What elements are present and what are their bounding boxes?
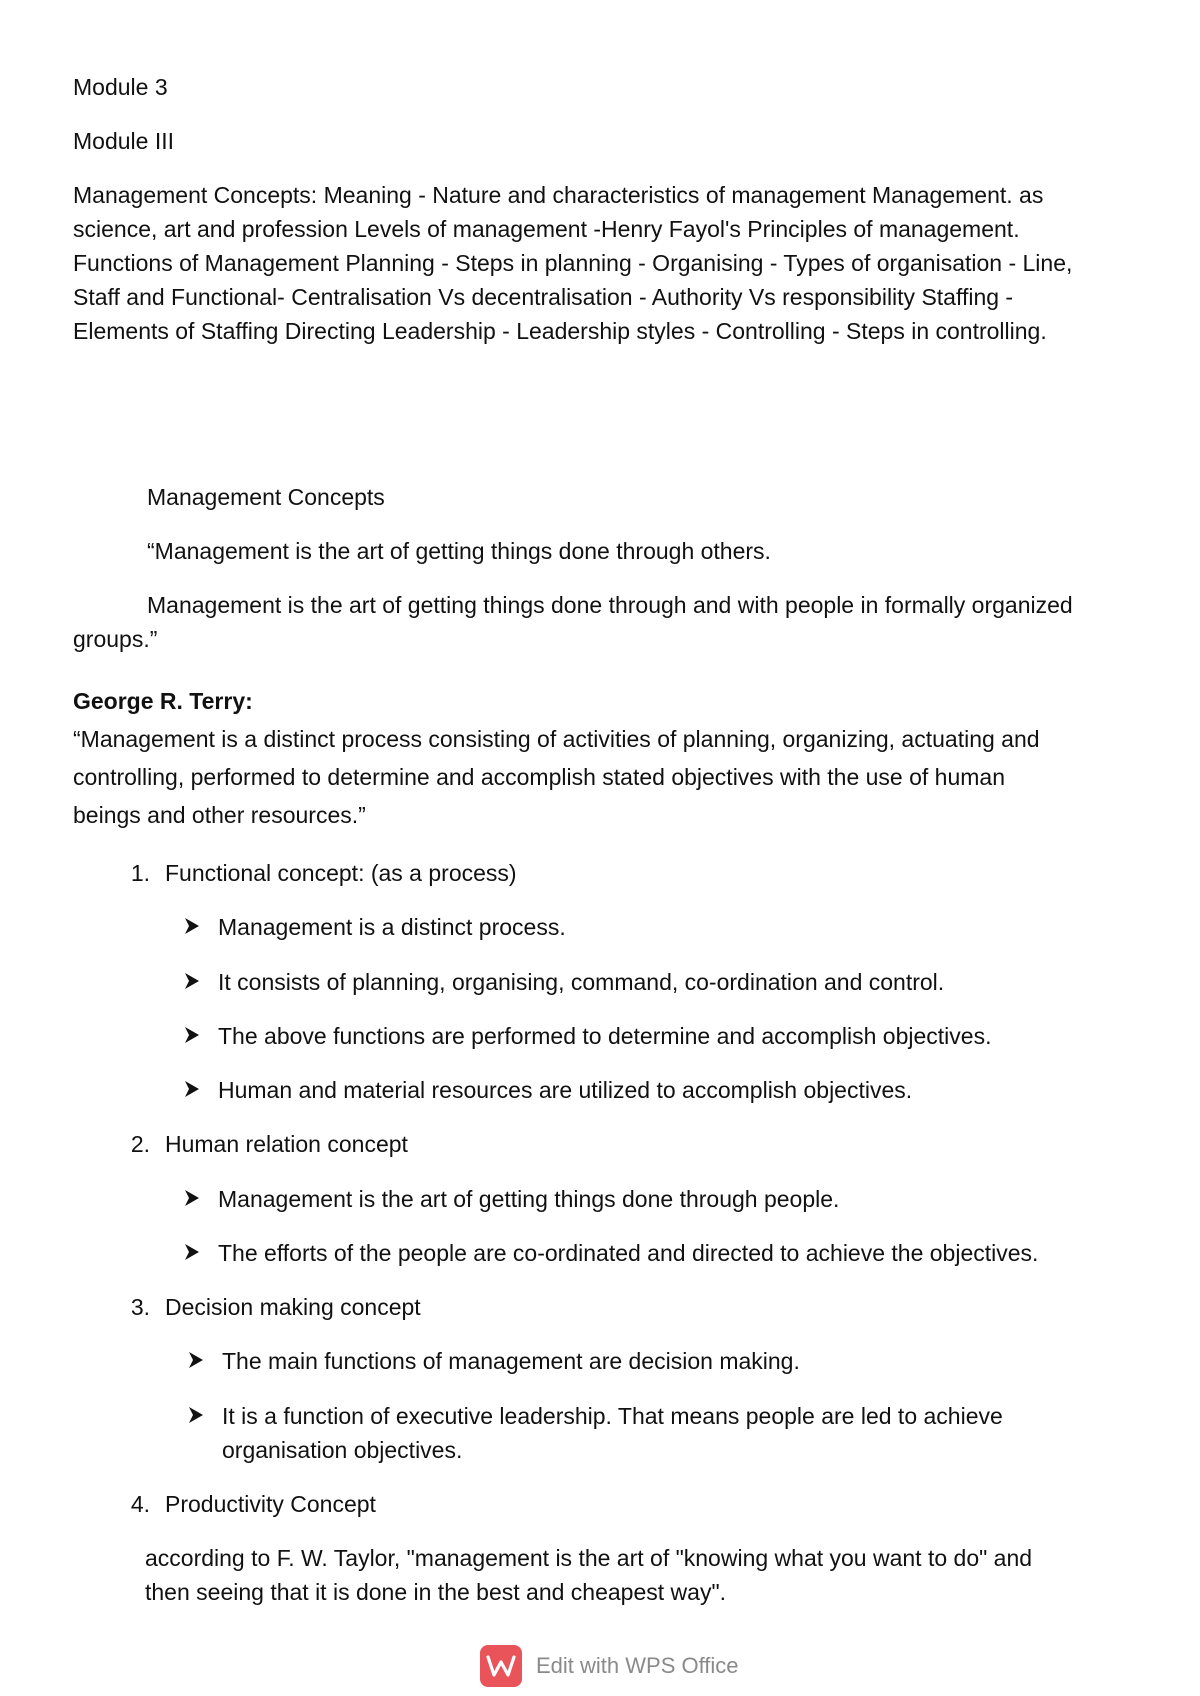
taylor-line: then seeing that it is done in the best and cheapest way". (145, 1579, 726, 1605)
bullet-item: It consists of planning, organising, command, co-ordination and control. (218, 969, 945, 995)
bullet-item: The above functions are performed to determine and accomplish objectives. (218, 1023, 992, 1049)
terry-line: controlling, performed to determine and accomplish stated objectives with the use of human (73, 764, 1006, 790)
terry-line: “Management is a distinct process consisting of activities of planning, organizing, actuating and (73, 726, 1040, 752)
section-heading: Management Concepts (147, 484, 385, 510)
concept-title: Human relation concept (165, 1131, 408, 1157)
syllabus-line: Staff and Functional- Centralisation Vs decentralisation - Authority Vs responsibility Staffing - (73, 284, 1014, 310)
list-number: 3. (130, 1294, 150, 1320)
quote-line: groups.” (73, 626, 158, 652)
terry-line: beings and other resources.” (73, 802, 366, 828)
syllabus-line: Management Concepts: Meaning - Nature and characteristics of management Management. as (73, 182, 1044, 208)
arrow-bullet-icon (182, 1188, 202, 1208)
syllabus-line: Functions of Management Planning - Steps in planning - Organising - Types of organisation - Line, (73, 250, 1073, 276)
list-number: 2. (130, 1131, 150, 1157)
list-number: 1. (130, 860, 150, 886)
bullet-item: The main functions of management are decision making. (222, 1348, 800, 1374)
concept-title: Productivity Concept (165, 1491, 376, 1517)
concept-title: Decision making concept (165, 1294, 421, 1320)
bullet-item: It is a function of executive leadership. That means people are led to achieve (222, 1403, 1003, 1429)
quote-line: “Management is the art of getting things done through others. (147, 538, 771, 564)
wps-logo-icon (480, 1645, 522, 1687)
terry-heading: George R. Terry: (73, 688, 253, 714)
arrow-bullet-icon (182, 916, 202, 936)
bullet-item: Management is the art of getting things done through people. (218, 1186, 840, 1212)
list-number: 4. (130, 1491, 150, 1517)
syllabus-line: science, art and profession Levels of management -Henry Fayol's Principles of management. (73, 216, 1020, 242)
taylor-line: according to F. W. Taylor, "management is the art of "knowing what you want to do" and (145, 1545, 1033, 1571)
bullet-item: The efforts of the people are co-ordinated and directed to achieve the objectives. (218, 1240, 1039, 1266)
arrow-bullet-icon (182, 1242, 202, 1262)
module-title: Module 3 (73, 74, 168, 100)
concept-title: Functional concept: (as a process) (165, 860, 517, 886)
syllabus-line: Elements of Staffing Directing Leadership - Leadership styles - Controlling - Steps in controlling. (73, 318, 1047, 344)
arrow-bullet-icon (182, 971, 202, 991)
bullet-item: Human and material resources are utilized to accomplish objectives. (218, 1077, 913, 1103)
arrow-bullet-icon (186, 1405, 206, 1425)
bullet-item: Management is a distinct process. (218, 914, 566, 940)
wps-w-icon (486, 1654, 516, 1678)
arrow-bullet-icon (182, 1025, 202, 1045)
wps-edit-link[interactable] (480, 1644, 739, 1688)
bullet-item-continuation: organisation objectives. (222, 1437, 463, 1463)
arrow-bullet-icon (186, 1350, 206, 1370)
wps-label: Edit with WPS Office (536, 1653, 739, 1678)
module-subtitle: Module III (73, 128, 174, 154)
quote-line: Management is the art of getting things done through and with people in formally organized (147, 592, 1073, 618)
arrow-bullet-icon (182, 1079, 202, 1099)
